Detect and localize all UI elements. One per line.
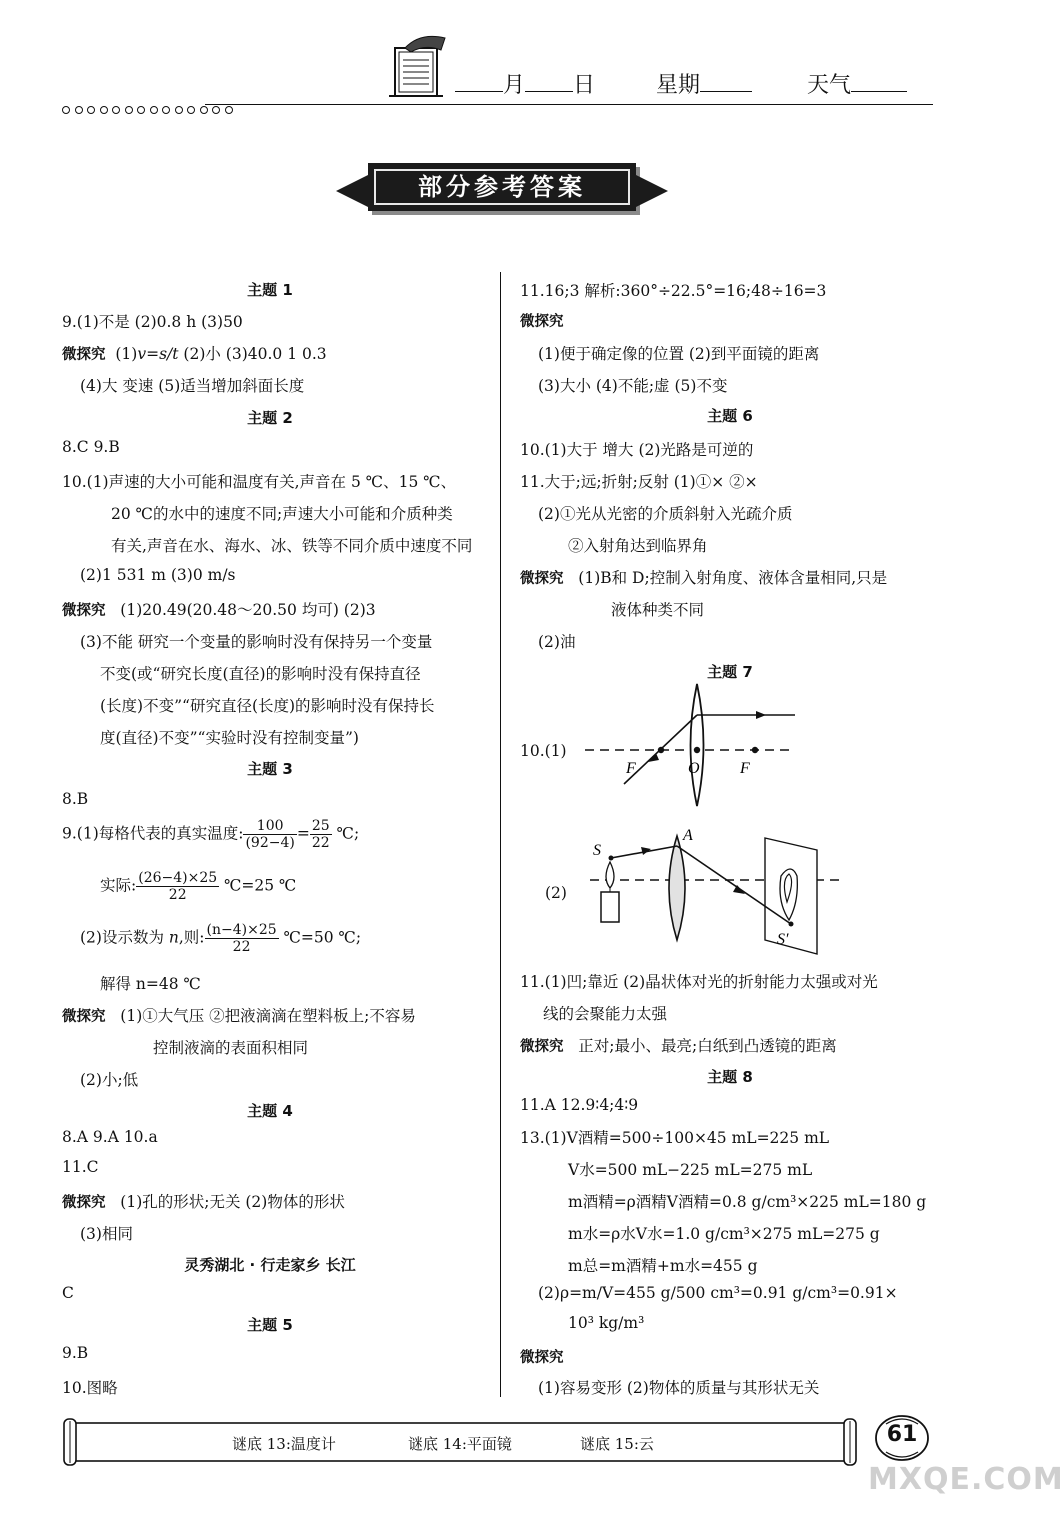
- screen: [765, 838, 817, 954]
- equals-sign: =: [296, 824, 310, 843]
- topic-3-heading: 主题 3: [247, 760, 293, 778]
- topic-2-heading: 主题 2: [247, 409, 293, 427]
- fraction: [205, 922, 279, 955]
- micro-explore-label: 微探究: [62, 1195, 106, 1211]
- answer-text: (1)①大气压 ②把液滴滴在塑料板上;不容易: [120, 1007, 416, 1025]
- topic-7-heading: 主题 7: [707, 663, 753, 681]
- convex-lens: [691, 684, 704, 806]
- answer-line: m水=ρ水V水=1.0 g/cm³×275 mL=275 g: [568, 1225, 880, 1243]
- variable-n: n: [168, 928, 179, 947]
- answer-line: 10.(1)声速的大小可能和温度有关,声音在 5 ℃、15 ℃、: [62, 473, 457, 491]
- focus-point: [752, 747, 758, 753]
- ray-arrow: [648, 753, 659, 762]
- answer-text: ℃;: [331, 824, 360, 843]
- answer-line: 10.(1)大于 增大 (2)光路是可逆的: [520, 441, 754, 459]
- answer-line: 控制液滴的表面积相同: [153, 1039, 309, 1057]
- answer-line: 11.16;3 解析:360°÷22.5°=16;48÷16=3: [520, 282, 827, 300]
- answer-line: 11.大于;远;折射;反射 (1)①× ②×: [520, 473, 758, 491]
- convex-lens: [669, 836, 685, 940]
- optical-center: [694, 747, 700, 753]
- banner-left-arrow: [332, 171, 372, 211]
- answer-line: [62, 342, 327, 364]
- answer-line: 不变(或“研究长度(直径)的影响时没有保持直径: [100, 665, 421, 683]
- answer-line: [80, 922, 361, 955]
- question-label: 10.(1): [520, 742, 567, 760]
- header-rule: [205, 104, 933, 105]
- answer-line: 11.(1)凹;靠近 (2)晶状体对光的折射能力太强或对光: [520, 973, 878, 991]
- micro-explore-label: 微探究: [520, 1350, 564, 1366]
- column-divider: [500, 272, 501, 1397]
- banner-right-arrow: [632, 171, 672, 211]
- answer-line: (1)便于确定像的位置 (2)到平面镜的距离: [538, 345, 820, 363]
- weather-label: 天气: [807, 73, 852, 98]
- denominator: 22: [311, 835, 330, 852]
- ray-arrow: [756, 711, 766, 719]
- answer-text: (1)B和 D;控制入射角度、液体含量相同,只是: [578, 569, 888, 587]
- denominator: 22: [168, 887, 187, 904]
- denominator: 22: [232, 939, 251, 956]
- answer-text: 实际:: [100, 876, 137, 895]
- focus-point: [658, 747, 664, 753]
- answer-line: (2)小;低: [80, 1071, 139, 1089]
- answer-line: 有关,声音在水、海水、冰、铁等不同介质中速度不同: [111, 537, 473, 555]
- answer-line: 解得 n=48 ℃: [100, 975, 201, 993]
- answer-line: (3)不能 研究一个变量的影响时没有保持另一个变量: [80, 633, 433, 651]
- page-number: 61: [886, 1422, 918, 1447]
- topic-4-heading: 主题 4: [247, 1102, 293, 1120]
- answer-text: (1)孔的形状;无关 (2)物体的形状: [120, 1193, 345, 1211]
- answer-line: [62, 1004, 416, 1026]
- answer-text: 正对;最小、最亮;白纸到凸透镜的距离: [578, 1037, 837, 1055]
- answer-line: (3)相同: [80, 1225, 133, 1243]
- micro-explore-label: 微探究: [62, 347, 106, 363]
- page-title: 部分参考答案: [374, 169, 630, 205]
- denominator: (92−4): [245, 835, 295, 852]
- topic-6-heading: 主题 6: [707, 407, 753, 425]
- page-number-badge: [872, 1410, 932, 1464]
- lens-ray-diagram-2: [585, 822, 845, 962]
- answer-text: (2)小 (3)40.0 1 0.3: [178, 345, 327, 363]
- answer-line: (2)ρ=m/V=455 g/500 cm³=0.91 g/cm³=0.91×: [538, 1284, 898, 1302]
- point-S-image: [789, 922, 794, 927]
- weekday-label: 星期: [656, 73, 701, 98]
- formula-text: v=s/t: [137, 345, 179, 363]
- day-label: 日: [573, 73, 596, 98]
- answer-line: C: [62, 1284, 74, 1302]
- lens-ray-diagram-1: [580, 680, 810, 810]
- micro-explore-label: 微探究: [520, 571, 564, 587]
- answer-line: V水=500 mL−225 mL=275 mL: [568, 1161, 813, 1179]
- label-F: F: [626, 760, 636, 777]
- label-S: S: [593, 842, 601, 859]
- label-F: F: [740, 760, 750, 777]
- numerator: 25: [311, 818, 330, 834]
- answer-line: [100, 870, 296, 903]
- answer-line: 20 ℃的水中的速度不同;声速大小可能和介质种类: [111, 505, 453, 523]
- answer-line: 线的会聚能力太强: [543, 1005, 668, 1023]
- micro-explore-label: 微探究: [62, 1009, 106, 1025]
- label-A: A: [683, 827, 693, 844]
- answer-line: 液体种类不同: [611, 601, 705, 619]
- topic-1-heading: 主题 1: [247, 281, 293, 299]
- watermark: MXQE.COM: [868, 1462, 1064, 1497]
- hubei-heading: 灵秀湖北 · 行走家乡 长江: [184, 1256, 356, 1274]
- micro-explore-label: 微探究: [62, 603, 106, 619]
- riddle-answer-15: 谜底 15:云: [580, 1435, 654, 1453]
- numerator: (26−4)×25: [138, 870, 218, 886]
- answer-line: 13.(1)V酒精=500÷100×45 mL=225 mL: [520, 1129, 830, 1147]
- answer-line: 10.图略: [62, 1379, 118, 1397]
- riddle-answer-13: 谜底 13:温度计: [232, 1435, 336, 1453]
- riddle-answer-14: 谜底 14:平面镜: [408, 1435, 512, 1453]
- answer-line: (2)1 531 m (3)0 m/s: [80, 566, 236, 584]
- answer-line: (2)①光从光密的介质斜射入光疏介质: [538, 505, 793, 523]
- answer-line: 9.(1)不是 (2)0.8 h (3)50: [62, 313, 243, 331]
- answer-line: (3)大小 (4)不能;虚 (5)不变: [538, 377, 728, 395]
- point-S: [609, 856, 614, 861]
- answer-line: (长度)不变”“研究直径(长度)的影响时没有保持长: [100, 697, 435, 715]
- answer-line: ②入射角达到临界角: [568, 537, 708, 555]
- answer-text: (2)设示数为: [80, 928, 169, 947]
- label-O: O: [688, 760, 700, 777]
- answer-line: 11.A 12.9∶4;4∶9: [520, 1096, 639, 1114]
- answer-line: [62, 818, 359, 851]
- candle-flame: [606, 862, 614, 888]
- fraction: [136, 870, 219, 903]
- topic-5-heading: 主题 5: [247, 1316, 293, 1334]
- answer-line: (1)容易变形 (2)物体的质量与其形状无关: [538, 1379, 820, 1397]
- month-label: 月: [503, 73, 526, 98]
- answer-line: [520, 566, 887, 588]
- fraction: [243, 818, 296, 851]
- answer-line: m酒精=ρ酒精V酒精=0.8 g/cm³×225 mL=180 g: [568, 1193, 927, 1211]
- answer-line: m总=m酒精+m水=455 g: [568, 1257, 758, 1275]
- topic-8-heading: 主题 8: [707, 1068, 753, 1086]
- micro-explore-label: 微探究: [520, 1039, 564, 1055]
- question-label: (2): [545, 884, 567, 902]
- numerator: (n−4)×25: [206, 922, 277, 938]
- answer-line: [62, 1190, 345, 1212]
- answer-line: 度(直径)不变”“实验时没有控制变量”): [100, 729, 359, 747]
- answer-line: [520, 1034, 837, 1056]
- micro-explore-label: 微探究: [520, 314, 564, 330]
- answer-line: 10³ kg/m³: [568, 1314, 645, 1332]
- numerator: 100: [243, 818, 296, 835]
- answer-text: 9.(1)每格代表的真实温度:: [62, 824, 244, 843]
- answer-line: 8.B: [62, 790, 89, 808]
- answer-line: (2)油: [538, 633, 576, 651]
- answer-line: (4)大 变速 (5)适当增加斜面长度: [80, 377, 305, 395]
- answer-line: 8.A 9.A 10.a: [62, 1128, 158, 1146]
- answer-text: (1)20.49(20.48～20.50 均可) (2)3: [120, 601, 376, 619]
- candle-body: [601, 892, 619, 922]
- answer-line: [62, 598, 376, 620]
- answer-line: 11.C: [62, 1158, 99, 1176]
- label-S-prime: S′: [777, 931, 789, 948]
- fraction: [310, 818, 332, 851]
- title-banner: [332, 163, 668, 213]
- answer-text: ,则:: [178, 928, 205, 947]
- answer-text: (1): [115, 345, 138, 363]
- answer-line: 8.C 9.B: [62, 438, 120, 456]
- header-dotted-line: [62, 100, 237, 118]
- notebook-icon: [385, 30, 455, 100]
- answer-line: 9.B: [62, 1344, 89, 1362]
- riddle-scroll: [60, 1417, 860, 1467]
- answer-text: ℃=25 ℃: [219, 876, 297, 895]
- answer-text: ℃=50 ℃;: [278, 928, 362, 947]
